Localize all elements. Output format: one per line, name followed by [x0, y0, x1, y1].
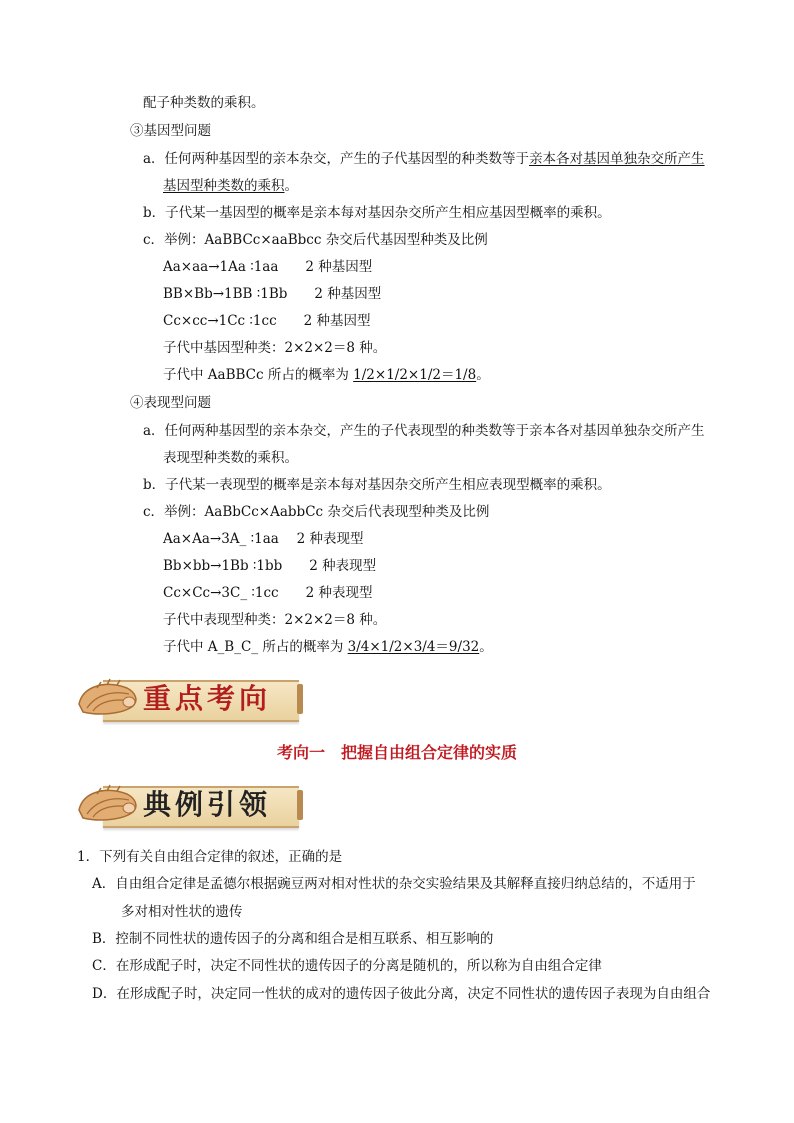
continued-text: 配子种类数的乘积。	[143, 95, 265, 111]
question-stem: 1．下列有关自由组合定律的叙述，正确的是	[77, 849, 343, 865]
phenotype-example-2: Bb×bb→1Bb ∶1bb 2 种表现型	[163, 558, 377, 574]
option-d: D．在形成配子时，决定同一性状的成对的遗传因子彼此分离，决定不同性状的遗传因子表现为自由组合	[92, 986, 711, 1002]
phenotype-prob-value: 3/4×1/2×3/4＝9/32	[347, 639, 480, 655]
phenotype-title: ④表现型问题	[130, 395, 211, 411]
genotype-a-underline1: 亲本各对基因单独杂交所产生	[529, 151, 705, 167]
option-c: C．在形成配子时，决定不同性状的遗传因子的分离是随机的，所以称为自由组合定律	[92, 958, 602, 974]
genotype-prob-value: 1/2×1/2×1/2＝1/8	[353, 367, 477, 383]
genotype-c: c．举例：AaBBCc×aaBbcc 杂交后代基因型种类及比例	[143, 232, 488, 248]
genotype-title: ③基因型问题	[130, 123, 211, 139]
phenotype-example-1: Aa×Aa→3A_ ∶1aa 2 种表现型	[163, 531, 364, 547]
phenotype-sum: 子代中表现型种类：2×2×2＝8 种。	[163, 612, 387, 628]
genotype-b: b．子代某一基因型的概率是亲本每对基因杂交所产生相应基因型概率的乘积。	[143, 205, 611, 221]
genotype-prob: 子代中 AaBBCc 所占的概率为 1/2×1/2×1/2＝1/8。	[163, 367, 490, 383]
banner-example-guide	[73, 780, 301, 828]
genotype-a-line1: a．任何两种基因型的亲本杂交，产生的子代基因型的种类数等于亲本各对基因单独杂交所产生	[143, 151, 705, 167]
conch-shell-icon	[73, 674, 143, 722]
phenotype-a-line2: 表现型种类数的乘积。	[163, 450, 298, 466]
direction-heading: 考向一 把握自由组合定律的实质	[276, 743, 517, 762]
genotype-sum: 子代中基因型种类：2×2×2＝8 种。	[163, 340, 387, 356]
genotype-example-2: BB×Bb→1BB ∶1Bb 2 种基因型	[163, 286, 382, 302]
option-b: B．控制不同性状的遗传因子的分离和组合是相互联系、相互影响的	[92, 931, 494, 947]
banner-key-directions-title: 重点考向	[143, 682, 272, 715]
genotype-example-3: Cc×cc→1Cc ∶1cc 2 种基因型	[163, 313, 371, 329]
conch-shell-icon	[73, 780, 143, 828]
genotype-a-line2: 基因型种类数的乘积。	[163, 178, 298, 194]
phenotype-a-line1: a．任何两种基因型的亲本杂交，产生的子代表现型的种类数等于亲本各对基因单独杂交所产生	[143, 423, 705, 439]
phenotype-example-3: Cc×Cc→3C_ ∶1cc 2 种表现型	[163, 585, 373, 601]
phenotype-prob: 子代中 A_B_C_ 所占的概率为 3/4×1/2×3/4＝9/32。	[163, 639, 493, 655]
phenotype-b: b．子代某一表现型的概率是亲本每对基因杂交所产生相应表现型概率的乘积。	[143, 477, 611, 493]
option-a-line2: 多对相对性状的遗传	[121, 904, 243, 920]
banner-key-directions	[73, 674, 301, 722]
genotype-a-underline2: 基因型种类数的乘积	[163, 178, 285, 194]
banner-example-guide-title: 典例引领	[143, 788, 272, 821]
option-a-line1: A．自由组合定律是孟德尔根据豌豆两对相对性状的杂交实验结果及其解释直接归纳总结的，不适用于	[92, 876, 696, 892]
genotype-example-1: Aa×aa→1Aa ∶1aa 2 种基因型	[163, 259, 373, 275]
phenotype-c: c．举例：AaBbCc×AabbCc 杂交后代表现型种类及比例	[143, 504, 490, 520]
